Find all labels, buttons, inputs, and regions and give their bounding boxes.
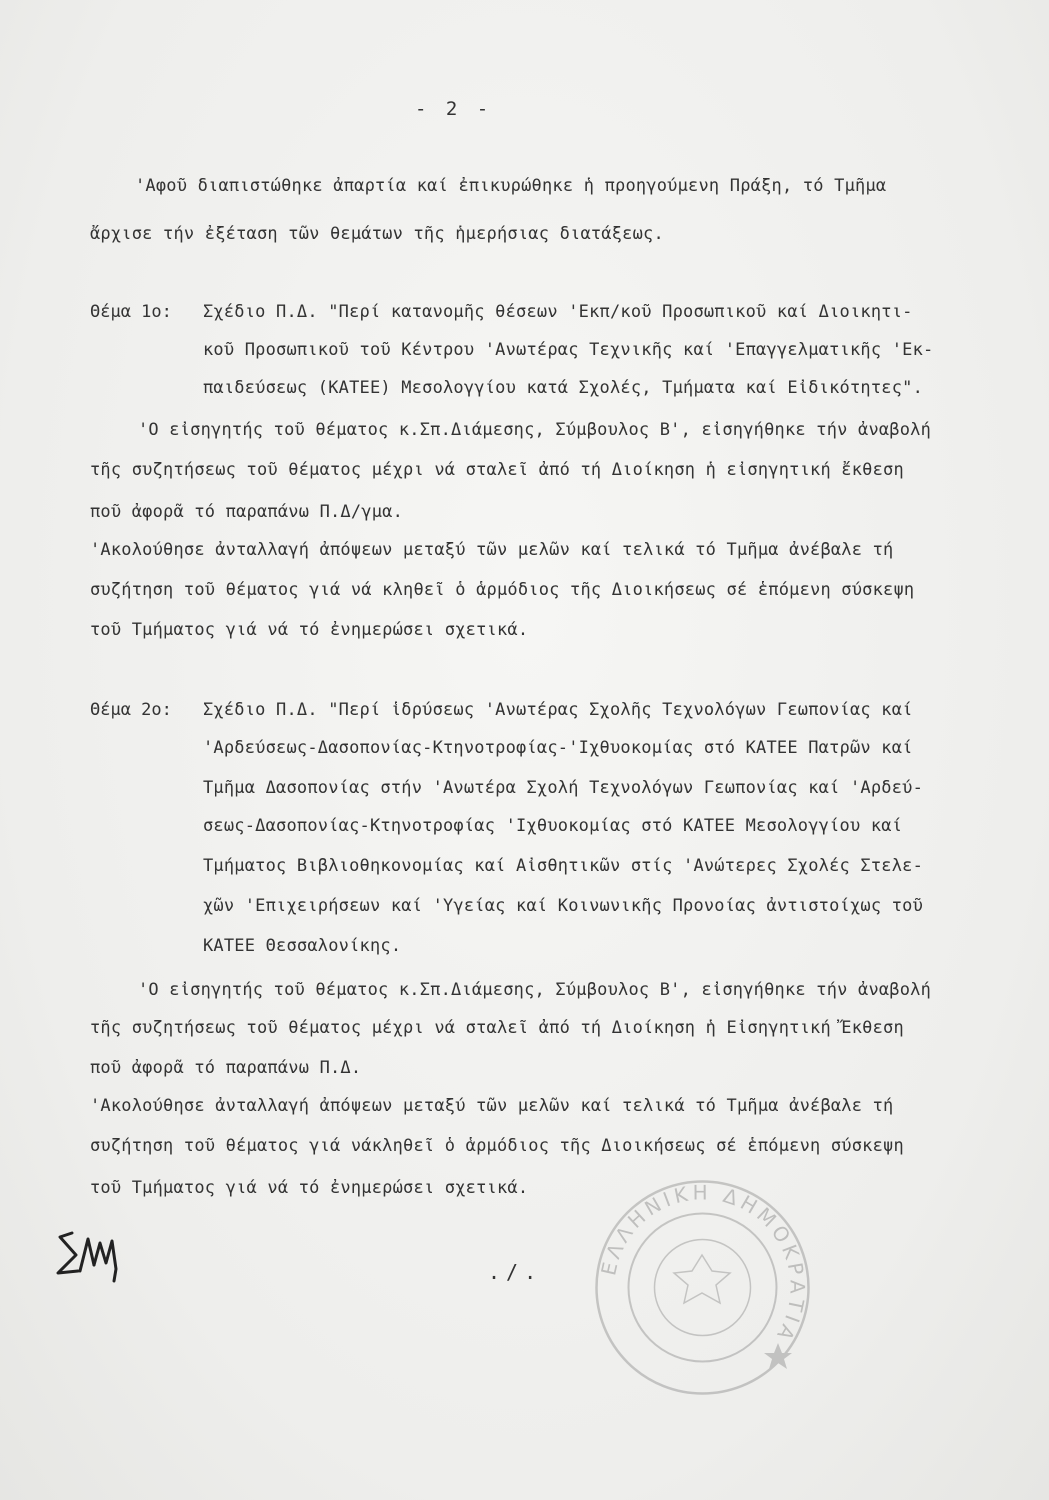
- topic-2-title-line-6: χῶν 'Επιχειρήσεων καί 'Υγείας καί Κοινωνικῆς Προνοίας ἀντιστοίχως τοῦ: [203, 896, 924, 916]
- topic-2-body-line-3: ποῦ ἀφορᾶ τό παραπάνω Π.Δ.: [90, 1058, 362, 1078]
- page-number: - 2 -: [415, 98, 493, 120]
- topic-1-body-line-2: τῆς συζητήσεως τοῦ θέματος μέχρι νά σταλεῖ ἀπό τή Διοίκηση ἡ εἰσηγητική ἔκθεση: [90, 460, 904, 480]
- official-seal-stamp: [590, 1175, 815, 1400]
- intro-line-1: 'Αφοῦ διαπιστώθηκε ἀπαρτία καί ἐπικυρώθηκε ἡ προηγούμενη Πράξη, τό Τμῆμα: [135, 176, 887, 196]
- topic-1-body-line-4: 'Ακολούθησε ἀνταλλαγή ἀπόψεων μεταξύ τῶν μελῶν καί τελικά τό Τμῆμα ἀνέβαλε τή: [90, 540, 894, 560]
- continuation-mark: ./.: [488, 1260, 543, 1284]
- topic-1-label: Θέμα 1ο:: [90, 302, 172, 322]
- topic-2-title-line-3: Τμῆμα Δασοπονίας στήν 'Ανωτέρα Σχολή Τεχνολόγων Γεωπονίας καί 'Αρδεύ-: [203, 778, 924, 798]
- intro-line-2: ἄρχισε τήν ἐξέταση τῶν θεμάτων τῆς ἡμερήσιας διατάξεως.: [90, 224, 664, 244]
- topic-2-label: Θέμα 2ο:: [90, 700, 172, 720]
- svg-text:ΕΛΛΗΝΙΚΗ ΔΗΜΟΚΡΑΤΙΑ: ΕΛΛΗΝΙΚΗ ΔΗΜΟΚΡΑΤΙΑ: [596, 1180, 810, 1348]
- topic-2-title-line-1: Σχέδιο Π.Δ. "Περί ἱδρύσεως 'Ανωτέρας Σχολῆς Τεχνολόγων Γεωπονίας καί: [203, 700, 913, 720]
- topic-2-body-line-5: συζήτηση τοῦ θέματος γιά νάκληθεῖ ὁ ἁρμόδιος τῆς Διοικήσεως σέ ἑπόμενη σύσκεψη: [90, 1136, 904, 1156]
- topic-2-body-line-2: τῆς συζητήσεως τοῦ θέματος μέχρι νά σταλεῖ ἀπό τή Διοίκηση ἡ Εἰσηγητική Ἔκθεση: [90, 1018, 904, 1038]
- topic-1-body-line-1: 'Ο εἰσηγητής τοῦ θέματος κ.Σπ.Διάμεσης, Σύμβουλος Β', εἰσηγήθηκε τήν ἀναβολή: [138, 420, 932, 440]
- topic-2-title-line-5: Τμήματος Βιβλιοθηκονομίας καί Αἰσθητικῶν στίς 'Ανώτερες Σχολές Στελε-: [203, 856, 924, 876]
- topic-2-body-line-1: 'Ο εἰσηγητής τοῦ θέματος κ.Σπ.Διάμεσης, Σύμβουλος Β', εἰσηγήθηκε τήν ἀναβολή: [138, 980, 932, 1000]
- topic-1-body-line-5: συζήτηση τοῦ θέματος γιά νά κληθεῖ ὁ ἁρμόδιος τῆς Διοικήσεως σέ ἑπόμενη σύσκεψη: [90, 580, 915, 600]
- topic-1-body-line-6: τοῦ Τμήματος γιά νά τό ἐνημερώσει σχετικά.: [90, 620, 529, 640]
- topic-1-title-line-3: παιδεύσεως (ΚΑΤΕΕ) Μεσολογγίου κατά Σχολές, Τμήματα καί Εἰδικότητες".: [203, 378, 924, 398]
- topic-2-body-line-6: τοῦ Τμήματος γιά νά τό ἐνημερώσει σχετικά.: [90, 1178, 529, 1198]
- topic-2-title-line-4: σεως-Δασοπονίας-Κτηνοτροφίας 'Ιχθυοκομίας στό ΚΑΤΕΕ Μεσολογγίου καί: [203, 816, 903, 836]
- topic-1-body-line-3: ποῦ ἀφορᾶ τό παραπάνω Π.Δ/γμα.: [90, 502, 404, 522]
- topic-1-title-line-2: κοῦ Προσωπικοῦ τοῦ Κέντρου 'Ανωτέρας Τεχνικῆς καί 'Επαγγελματικῆς 'Εκ-: [203, 340, 934, 360]
- topic-1-title-line-1: Σχέδιο Π.Δ. "Περί κατανομῆς θέσεων 'Εκπ/κοῦ Προσωπικοῦ καί Διοικητι-: [203, 302, 913, 322]
- signature: [50, 1225, 140, 1285]
- topic-2-title-line-2: 'Αρδεύσεως-Δασοπονίας-Κτηνοτροφίας-'Ιχθυοκομίας στό ΚΑΤΕΕ Πατρῶν καί: [203, 738, 913, 758]
- topic-2-title-line-7: ΚΑΤΕΕ Θεσσαλονίκης.: [203, 936, 402, 956]
- topic-2-body-line-4: 'Ακολούθησε ἀνταλλαγή ἀπόψεων μεταξύ τῶν μελῶν καί τελικά τό Τμῆμα ἀνέβαλε τή: [90, 1096, 894, 1116]
